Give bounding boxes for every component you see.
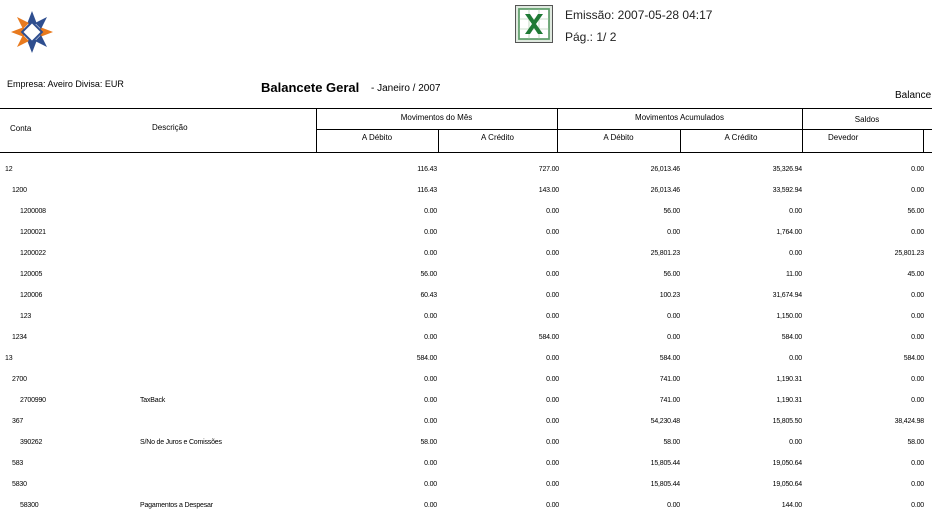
amount-d1: 56.00 [420,271,437,278]
amount-c1: 0.00 [546,271,559,278]
amount-dev: 58.00 [907,439,924,446]
amount-dev: 0.00 [911,313,924,320]
amount-d2: 0.00 [667,313,680,320]
amount-dev: 56.00 [907,208,924,215]
amount-d2: 56.00 [663,208,680,215]
table-row [0,334,932,346]
amount-d1: 0.00 [424,208,437,215]
amount-d1: 584.00 [416,355,437,362]
account-code: 367 [12,418,24,425]
amount-c1: 0.00 [546,439,559,446]
amount-c1: 0.00 [546,313,559,320]
table-row [0,187,932,199]
table-row [0,439,932,451]
page-number: Pág.: 1/ 2 [565,30,617,44]
excel-export-icon[interactable] [515,5,553,43]
table-row [0,250,932,262]
table-row [0,229,932,241]
amount-c2: 33,592.94 [772,187,802,194]
amount-dev: 45.00 [907,271,924,278]
amount-c2: 144.00 [781,502,802,509]
account-code: 2700 [12,376,27,383]
account-code: 2700990 [20,397,46,404]
amount-d2: 15,805.44 [650,460,680,467]
group-mes-header: Movimentos do Mês [400,113,473,122]
amount-c1: 0.00 [546,376,559,383]
amount-d2: 26,013.46 [650,187,680,194]
account-code: 1200022 [20,250,46,257]
amount-c1: 0.00 [546,397,559,404]
account-description: Pagamentos a Despesar [140,502,213,509]
account-code: 58300 [20,502,39,509]
amount-c2: 15,805.50 [772,418,802,425]
col-conta-header: Conta [10,124,32,133]
amount-c2: 19,050.64 [772,460,802,467]
amount-d2: 100.23 [659,292,680,299]
amount-d2: 0.00 [667,502,680,509]
amount-c2: 0.00 [789,355,802,362]
table-row [0,313,932,325]
amount-d1: 0.00 [424,313,437,320]
report-period: - Janeiro / 2007 [371,83,441,94]
col-descricao-header: Descrição [152,123,188,132]
account-code: 1200 [12,187,27,194]
amount-d2: 741.00 [659,397,680,404]
amount-d1: 0.00 [424,376,437,383]
amount-d2: 0.00 [667,229,680,236]
amount-dev: 0.00 [911,376,924,383]
account-code: 120006 [20,292,43,299]
amount-dev: 0.00 [911,481,924,488]
amount-dev: 584.00 [903,355,924,362]
account-code: 5830 [12,481,27,488]
account-code: 390262 [20,439,43,446]
amount-c1: 0.00 [546,502,559,509]
table-row [0,292,932,304]
amount-c1: 0.00 [546,355,559,362]
amount-c1: 0.00 [546,481,559,488]
amount-c1: 584.00 [538,334,559,341]
amount-d1: 0.00 [424,250,437,257]
amount-d1: 116.43 [417,166,437,173]
amount-c2: 1,150.00 [776,313,802,320]
table-row [0,208,932,220]
sub-debito-mes: A Débito [361,133,393,142]
amount-dev: 0.00 [911,292,924,299]
amount-c2: 0.00 [789,250,802,257]
account-code: 12 [5,166,13,173]
amount-c2: 31,674.94 [772,292,802,299]
amount-c1: 143.00 [538,187,559,194]
account-code: 583 [12,460,24,467]
amount-d1: 116.43 [417,187,437,194]
account-description: TaxBack [140,397,166,404]
table-row [0,271,932,283]
table-row [0,376,932,388]
amount-d2: 25,801.23 [650,250,680,257]
table-row [0,502,932,514]
amount-d1: 60.43 [420,292,437,299]
amount-c2: 19,050.64 [772,481,802,488]
amount-dev: 0.00 [911,229,924,236]
amount-d2: 54,230.48 [650,418,680,425]
amount-d1: 0.00 [424,460,437,467]
amount-c1: 0.00 [546,250,559,257]
amount-dev: 0.00 [911,460,924,467]
amount-dev: 38,424.98 [894,418,924,425]
amount-dev: 0.00 [911,334,924,341]
report-title: Balancete Geral [261,80,360,95]
table-row [0,166,932,178]
header-mid-rule [316,129,932,130]
amount-d1: 0.00 [424,229,437,236]
amount-d2: 26,013.46 [650,166,680,173]
col-divider [923,129,924,153]
amount-d2: 741.00 [659,376,680,383]
star-logo-icon [10,10,54,54]
account-code: 120005 [20,271,43,278]
amount-c1: 0.00 [546,292,559,299]
header-bottom-rule [0,152,932,153]
amount-c1: 0.00 [546,208,559,215]
table-row [0,460,932,472]
amount-d2: 0.00 [667,334,680,341]
header-top-rule [0,108,932,109]
sub-devedor: Devedor [828,133,859,142]
account-code: 1200021 [20,229,46,236]
amount-dev: 0.00 [911,187,924,194]
table-row [0,481,932,493]
sub-debito-acum: A Débito [603,133,634,142]
amount-dev: 25,801.23 [894,250,924,257]
amount-d2: 15,805.44 [650,481,680,488]
company-currency: Empresa: Aveiro Divisa: EUR [7,79,124,89]
amount-c2: 1,764.00 [776,229,802,236]
sub-credito-mes: A Crédito [481,133,514,142]
amount-c1: 0.00 [546,460,559,467]
amount-d2: 56.00 [663,271,680,278]
amount-c1: 727.00 [538,166,559,173]
amount-c1: 0.00 [546,418,559,425]
amount-c2: 1,190.31 [776,376,802,383]
account-code: 1234 [12,334,27,341]
sub-credito-acum: A Crédito [724,133,758,142]
account-code: 13 [5,355,13,362]
amount-c1: 0.00 [546,229,559,236]
account-description: S/No de Juros e Comissões [140,439,222,446]
amount-dev: 0.00 [911,502,924,509]
amount-c2: 35,326.94 [772,166,802,173]
amount-d2: 584.00 [659,355,680,362]
amount-c2: 584.00 [781,334,802,341]
clipped-heading: Balance [895,90,932,101]
amount-c2: 11.00 [786,271,802,278]
amount-d2: 58.00 [663,439,680,446]
amount-d1: 0.00 [424,397,437,404]
account-code: 123 [20,313,32,320]
amount-d1: 0.00 [424,502,437,509]
account-code: 1200008 [20,208,46,215]
amount-d1: 0.00 [424,481,437,488]
table-row [0,355,932,367]
amount-c2: 1,190.31 [776,397,802,404]
amount-dev: 0.00 [911,397,924,404]
amount-dev: 0.00 [911,166,924,173]
table-row [0,418,932,430]
amount-d1: 0.00 [424,334,437,341]
issue-date: Emissão: 2007-05-28 04:17 [565,8,713,22]
amount-c2: 0.00 [789,208,802,215]
group-acum-header: Movimentos Acumulados [635,113,724,122]
table-row [0,397,932,409]
amount-d1: 0.00 [424,418,437,425]
amount-d1: 58.00 [420,439,437,446]
amount-c2: 0.00 [789,439,802,446]
group-saldos-header: Saldos [854,115,880,124]
